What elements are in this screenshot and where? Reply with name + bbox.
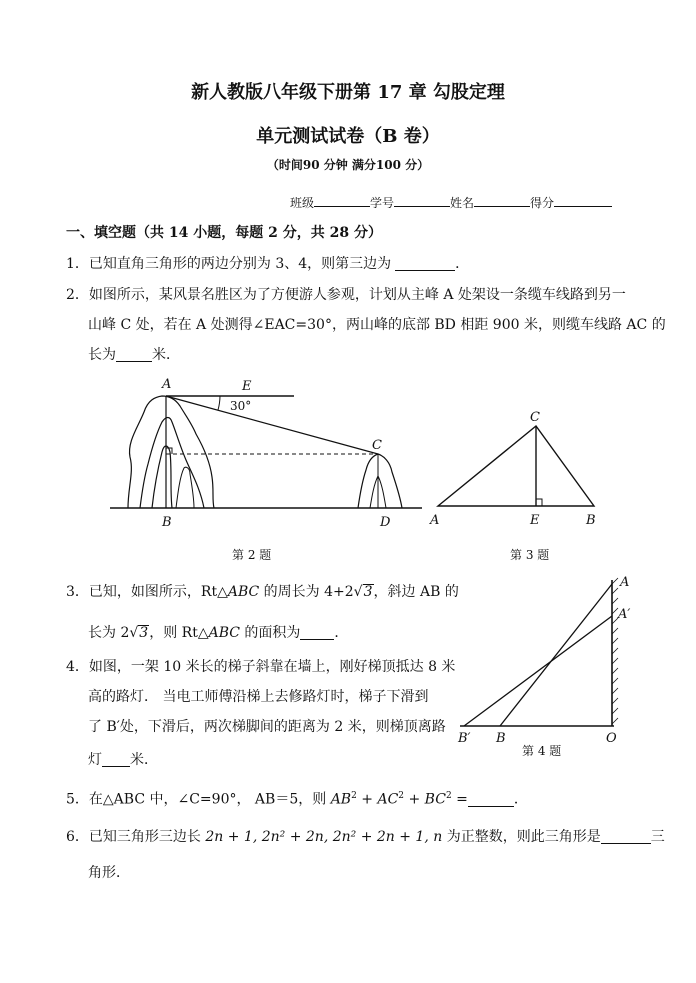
label-a: A <box>620 575 630 590</box>
q3-text-e: ，斜边 AB 的 <box>373 584 459 600</box>
label-e: E <box>530 513 540 528</box>
figure-2-mountains <box>100 372 430 532</box>
answer-blank-1[interactable] <box>395 257 455 271</box>
q6-text-b: 为正整数，则此三角形是 <box>442 829 601 845</box>
question-3-line-1: 3．已知，如图所示，Rt△ABC 的周长为 4+2√3，斜边 AB 的 <box>66 584 459 600</box>
answer-blank-6[interactable] <box>601 830 651 844</box>
label-c: C <box>372 438 382 453</box>
q3-text-2e: 的面积为 <box>239 625 301 641</box>
question-6-line-2: 角形． <box>88 865 130 881</box>
answer-blank-2[interactable] <box>116 348 152 362</box>
question-5 <box>66 792 528 807</box>
figure-3-caption: 第 3 题 <box>510 548 550 562</box>
q5-exp-2: 2 <box>398 791 405 801</box>
document-title: 新人教版八年级下册第 17 章 勾股定理 <box>191 82 505 103</box>
answer-blank-3[interactable] <box>300 626 334 640</box>
document-subtitle: 单元测试试卷（B 卷） <box>256 126 440 147</box>
main-peak-inner-ridge-3 <box>176 467 194 508</box>
label-e: E <box>242 379 252 394</box>
wall-hatching <box>612 578 618 724</box>
angle-arc <box>218 396 220 410</box>
score-field[interactable] <box>554 194 612 207</box>
q5-ac: AC <box>377 791 399 808</box>
figure-4-caption: 第 4 题 <box>522 744 562 758</box>
label-b: B <box>586 513 596 528</box>
question-3-line-2: 长为 2√3，则 Rt△ABC 的面积为 ． <box>88 625 349 641</box>
id-field[interactable] <box>394 194 450 207</box>
question-6-line-1 <box>66 830 665 844</box>
q6-expression: 2n + 1, 2n² + 2n, 2n² + 2n + 1, n <box>205 829 443 845</box>
q4-end: 米． <box>130 752 158 768</box>
q5-plus-1: + <box>356 791 378 808</box>
section-title: 一、填空题（共 14 小题，每题 2 分，共 28 分） <box>66 225 382 241</box>
q3-sqrt-2: 3 <box>139 625 149 641</box>
q3-abc: ABC <box>227 584 260 600</box>
question-2-line-2: 山峰 C 处，若在 A 处测得∠EAC=30°，两山峰的底部 BD 相距 900 米，则缆车线路 AC 的 <box>88 317 666 333</box>
q3-text-a: 3．已知，如图所示，Rt△ <box>66 584 228 600</box>
label-b-prime: B′ <box>458 731 471 746</box>
q5-exp-3: 2 <box>445 791 452 801</box>
ladder-ab <box>500 584 612 726</box>
q6-text-a: 6．已知三角形三边长 <box>66 829 206 845</box>
q5-text: 5．在△ABC 中，∠C=90°， AB＝5，则 <box>66 791 331 808</box>
q5-end: ． <box>513 791 528 808</box>
question-4-line-1: 4．如图，一架 10 米长的梯子斜靠在墙上，刚好梯顶抵达 8 米 <box>66 659 456 675</box>
figure-2-caption: 第 2 题 <box>232 548 272 562</box>
label-a: A <box>430 513 440 528</box>
label-o: O <box>606 731 617 746</box>
q3-sqrt-1: 3 <box>363 584 373 600</box>
q5-exp-1: 2 <box>351 791 357 801</box>
segment-ac <box>166 396 378 454</box>
triangle-abc <box>438 426 594 506</box>
q3-abc-2: ABC <box>208 625 240 641</box>
question-1-text: 1．已知直角三角形的两边分别为 3、4，则第三边为 <box>66 256 392 272</box>
id-label: 学号 <box>370 196 395 210</box>
question-2-text: 长为 <box>88 347 116 363</box>
question-4-line-3: 了 B′处，下滑后，两次梯脚间的距离为 2 米，则梯顶离路 <box>88 719 446 735</box>
q6-text-c: 三 <box>650 829 665 845</box>
answer-blank-4[interactable] <box>102 753 130 767</box>
answer-blank-5[interactable] <box>468 793 514 807</box>
figure-4-ladder <box>452 570 638 752</box>
exam-meta: （时间90 分钟 满分100 分） <box>266 158 430 172</box>
student-info-row <box>290 194 612 211</box>
class-field[interactable] <box>314 194 370 207</box>
q5-ab: AB <box>330 791 352 808</box>
question-2-end: 米． <box>152 347 180 363</box>
label-b: B <box>162 515 172 530</box>
label-b: B <box>496 731 506 746</box>
q3-text-c: 的周长为 4+2 <box>259 584 354 600</box>
q3-text-2a: 长为 2 <box>88 625 130 641</box>
question-2-line-1: 2．如图所示，某风景名胜区为了方便游人参观，计划从主峰 A 处架设一条缆车线路到另一 <box>66 287 626 303</box>
question-2-line-3 <box>88 348 180 362</box>
name-field[interactable] <box>474 194 530 207</box>
q3-text-2c: ，则 Rt△ <box>149 625 209 641</box>
right-angle-mark <box>536 499 542 506</box>
question-1-end: ． <box>455 256 470 272</box>
question-1 <box>66 257 469 271</box>
label-d: D <box>380 515 391 530</box>
main-peak-inner-ridge-2 <box>152 446 172 508</box>
question-4-line-4 <box>88 753 158 767</box>
q5-bc: BC <box>424 791 446 808</box>
label-a: A <box>162 377 172 392</box>
label-angle: 30° <box>230 399 252 413</box>
q5-eq: = <box>451 791 468 808</box>
label-c: C <box>530 410 540 425</box>
question-4-line-2: 高的路灯． 当电工师傅沿梯上去修路灯时，梯子下滑到 <box>88 689 429 705</box>
score-label: 得分 <box>530 196 555 210</box>
figure-3-triangle <box>424 406 614 530</box>
q3-end: ． <box>334 625 349 641</box>
q4-text: 灯 <box>88 752 102 768</box>
class-label: 班级 <box>290 196 315 210</box>
label-a-prime: A′ <box>618 607 631 622</box>
q5-plus-2: + <box>404 791 425 808</box>
ladder-a2b2 <box>464 616 612 726</box>
name-label: 姓名 <box>450 196 475 210</box>
